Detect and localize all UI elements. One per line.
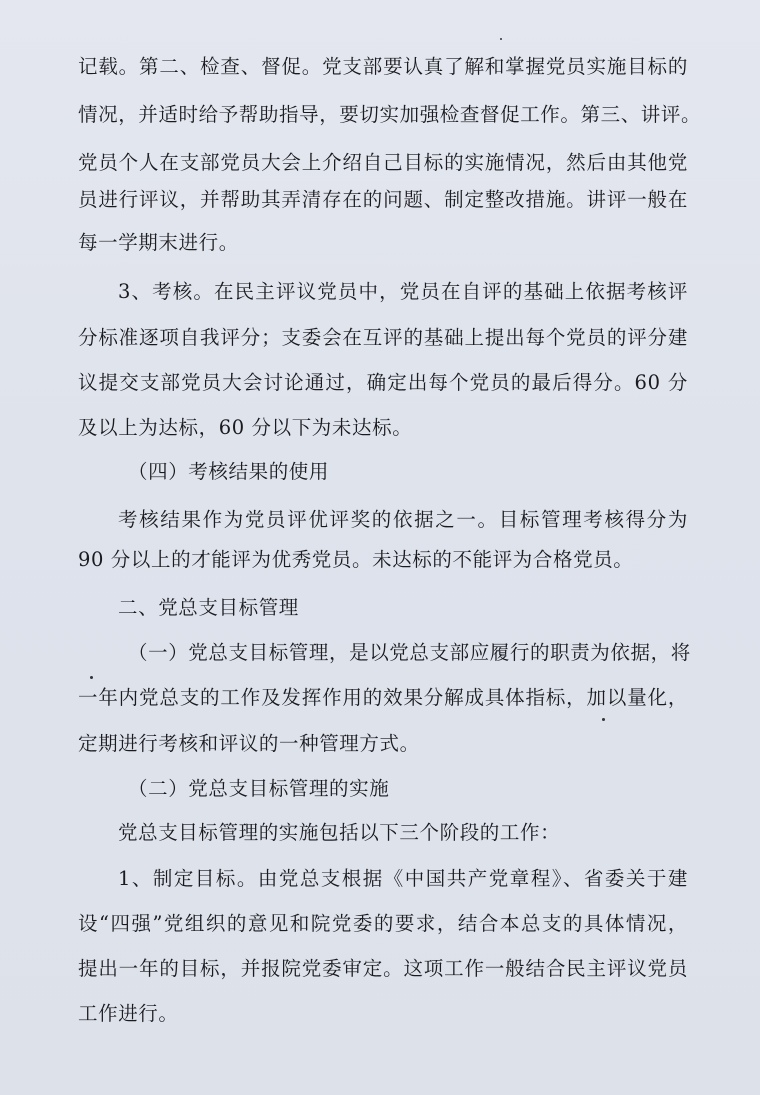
text-line: 每一学期末进行。 — [78, 231, 239, 254]
scan-speck — [602, 718, 605, 721]
text-line: 一年内党总支的工作及发挥作用的效果分解成具体指标，加以量化， — [78, 686, 688, 709]
text-line: 情况，并适时给予帮助指导，要切实加强检查督促工作。第三、讲评。 — [78, 103, 702, 126]
text-line: 设“四强”党组织的意见和院党委的要求，结合本总支的具体情况， — [78, 912, 688, 935]
text-line: 分标准逐项自我评分；支委会在互评的基础上提出每个党员的评分建 — [78, 326, 688, 349]
text-line: 考核结果作为党员评优评奖的依据之一。目标管理考核得分为 — [118, 508, 688, 531]
text-line: 工作进行。 — [78, 1002, 179, 1025]
text-line: 3、考核。在民主评议党员中，党员在自评的基础上依据考核评 — [118, 280, 688, 303]
section-heading: （四）考核结果的使用 — [128, 460, 330, 483]
text-line: 党总支目标管理的实施包括以下三个阶段的工作： — [118, 821, 561, 844]
text-line: 记载。第二、检查、督促。党支部要认真了解和掌握党员实施目标的 — [78, 55, 688, 78]
text-line: 党员个人在支部党员大会上介绍自己目标的实施情况，然后由其他党 — [78, 151, 688, 174]
text-line: 及以上为达标，60 分以下为未达标。 — [78, 416, 413, 439]
text-line: 员进行评议，并帮助其弄清存在的问题、制定整改措施。讲评一般在 — [78, 188, 688, 211]
text-line: 定期进行考核和评议的一种管理方式。 — [78, 732, 420, 755]
text-line: （一）党总支目标管理，是以党总支部应履行的职责为依据，将 — [128, 641, 691, 664]
section-heading: （二）党总支目标管理的实施 — [128, 777, 390, 800]
text-line: 90 分以上的才能评为优秀党员。未达标的不能评为合格党员。 — [78, 548, 634, 571]
text-line: 议提交支部党员大会讨论通过，确定出每个党员的最后得分。60 分 — [78, 371, 688, 394]
text-line: 提出一年的目标，并报院党委审定。这项工作一般结合民主评议党员 — [78, 957, 688, 980]
text-line: 1、制定目标。由党总支根据《中国共产党章程》、省委关于建 — [118, 867, 688, 890]
scan-speck — [500, 38, 502, 40]
section-heading: 二、党总支目标管理 — [118, 596, 299, 619]
scan-speck — [90, 676, 93, 679]
